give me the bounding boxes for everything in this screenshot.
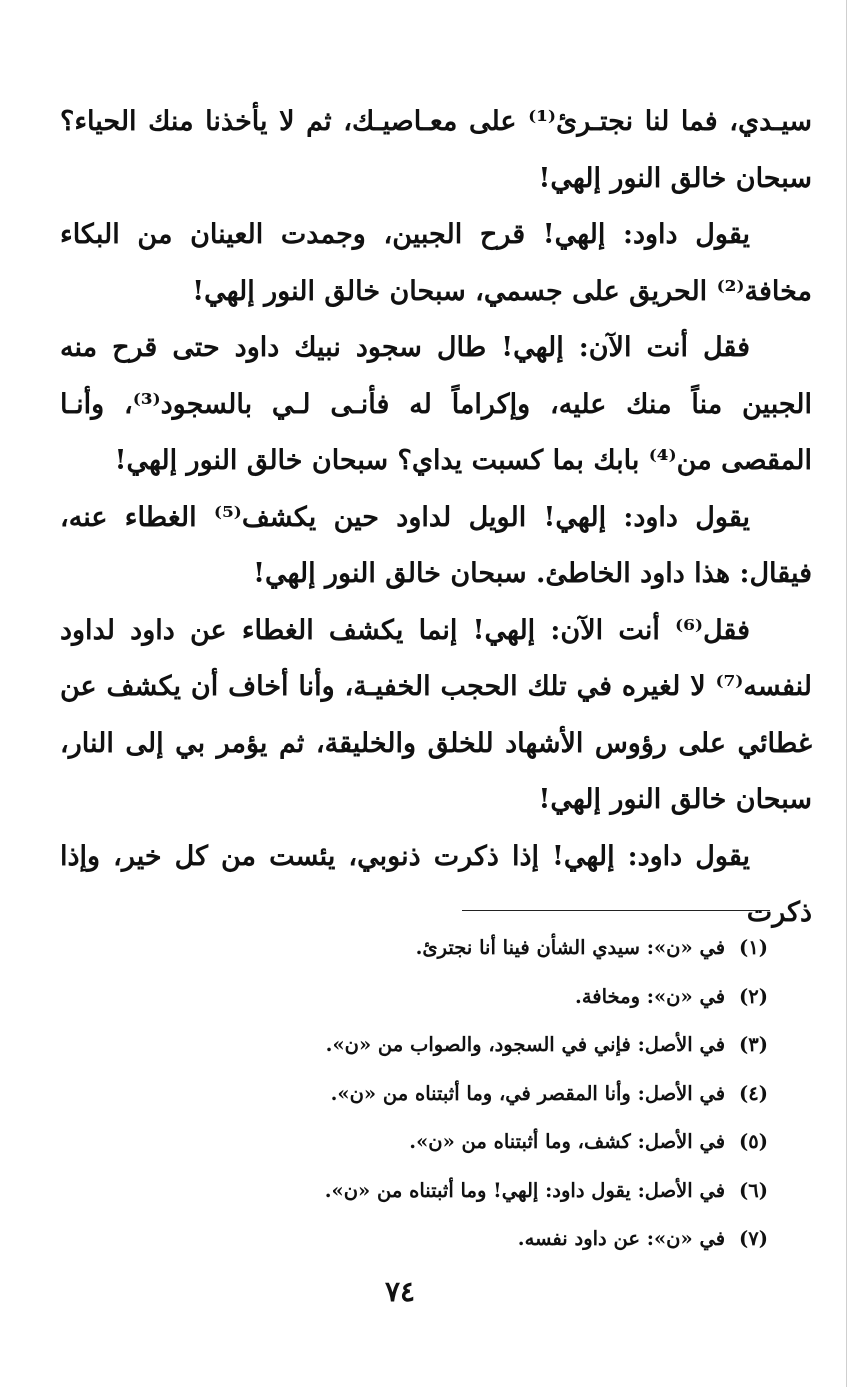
footnote-text: في الأصل: كشف، وما أثبتناه من «ن».: [409, 1130, 726, 1153]
footnote-text: في «ن»: عن داود نفسه.: [517, 1227, 726, 1250]
page-number: ٧٤: [384, 1275, 416, 1308]
footnote-number: (٤): [739, 1081, 768, 1105]
footnote-text: في الأصل: وأنا المقصر في، وما أثبتناه من «ن».: [330, 1081, 726, 1105]
footnote-text: في «ن»: سيدي الشأن فينا أنا نجترئ.: [415, 936, 726, 959]
footnote-number: (٢): [739, 984, 768, 1008]
footnote-number: (١): [739, 936, 768, 959]
footnote: [60, 1118, 768, 1167]
paragraph: فقل⁽⁶⁾ أنت الآن: إلهي! إنما يكشف الغطاء عن داود لداود لنفسه⁽⁷⁾ لا لغيره في تلك الحجب الخفيـة، وأنا أخاف أن يكشف عن غطائي على رؤوس الأشهاد للخلق والخليقة، ثم يؤمر بي إلى النار، سبحان خالق النور إلهي!: [60, 614, 812, 815]
footnote-text: في الأصل: فإني في السجود، والصواب من «ن».: [325, 1033, 726, 1056]
footnote-number: (٧): [739, 1227, 768, 1250]
paragraph: فقل أنت الآن: إلهي! طال سجود نبيك داود حتى قرح منه الجبين مناً منك عليه، وإكراماً له فأنـى لـي بالسجود⁽³⁾، وأنـا المقصى من⁽⁴⁾ بابك بما كسبت يداي؟ سبحان خالق النور إلهي!: [60, 332, 812, 476]
footnote-divider: [462, 910, 770, 911]
footnote-number: (٦): [739, 1178, 768, 1202]
paragraph: يقول داود: إلهي! إذا ذكرت ذنوبي، يئست من كل خير، وإذا ذكرت: [60, 840, 812, 928]
main-text: [60, 94, 812, 942]
page-edge-line: [846, 0, 847, 1387]
footnote: [60, 1070, 768, 1119]
footnote: [60, 1215, 768, 1264]
footnote: [60, 1167, 768, 1216]
footnote: [60, 924, 768, 973]
footnotes-list: [60, 924, 768, 1264]
paragraph: يقول داود: إلهي! قرح الجبين، وجمدت العينان من البكاء مخافة⁽²⁾ الحريق على جسمي، سبحان خالق النور إلهي!: [60, 219, 812, 307]
paragraph: سيـدي، فما لنا نجتـرئ⁽¹⁾ على معـاصيـك، ثم لا يأخذنا منك الحياء؟ سبحان خالق النور إلهي!: [60, 106, 812, 194]
footnote: [60, 1021, 768, 1070]
footnote-text: في الأصل: يقول داود: إلهي! وما أثبتناه من «ن».: [324, 1178, 726, 1202]
footnote-number: (٥): [739, 1130, 768, 1153]
paragraph: يقول داود: إلهي! الويل لداود حين يكشف⁽⁵⁾ الغطاء عنه، فيقال: هذا داود الخاطئ. سبحان خالق النور إلهي!: [60, 501, 812, 589]
footnote-text: في «ن»: ومخافة.: [575, 984, 726, 1008]
footnote-number: (٣): [739, 1033, 768, 1056]
footnote: [60, 973, 768, 1022]
